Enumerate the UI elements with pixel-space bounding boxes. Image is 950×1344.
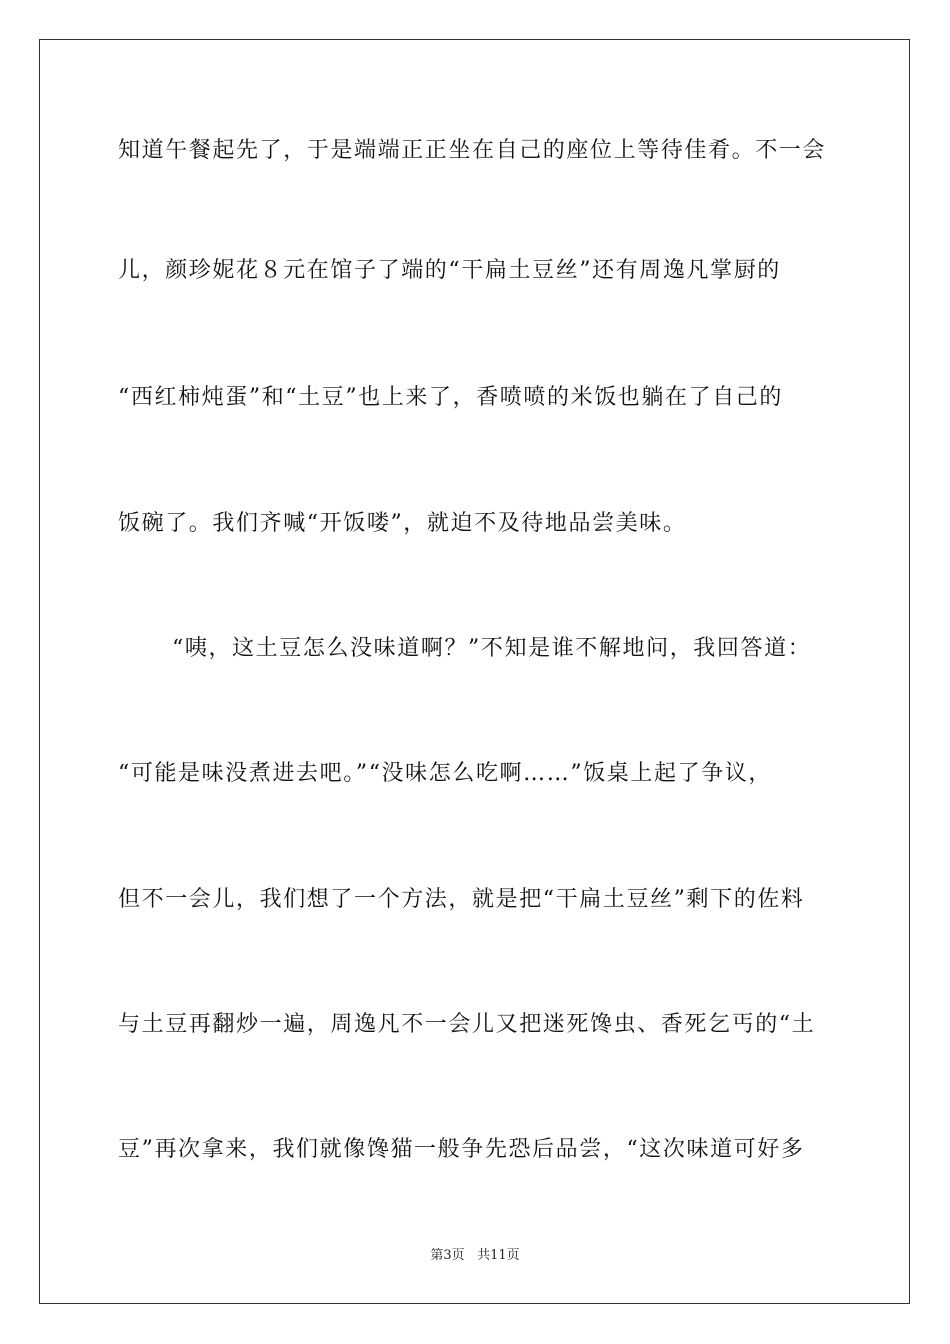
- body-text-line: 与土豆再翻炒一遍，周逸凡不一会儿又把迷死馋虫、香死乞丐的“土: [118, 1012, 816, 1037]
- body-text-line: 饭碗了。我们齐喊“开饭喽”，就迫不及待地品尝美味。: [118, 511, 687, 536]
- body-text-line: 儿，颜珍妮花８元在馆子了端的“干扁土豆丝”还有周逸凡掌厨的: [118, 258, 781, 283]
- body-text-line: “西红柿炖蛋”和“土豆”也上来了，香喷喷的米饭也躺在了自己的: [118, 385, 783, 410]
- body-text-line: 豆”再次拿来，我们就像馋猫一般争先恐后品尝，“这次味道可好多: [118, 1137, 805, 1162]
- body-text-line: “咦，这土豆怎么没味道啊？”不知是谁不解地问，我回答道：: [172, 636, 812, 661]
- body-text-line: 知道午餐起先了，于是端端正正坐在自己的座位上等待佳肴。不一会: [118, 138, 827, 163]
- page-footer: [0, 1247, 950, 1265]
- page-total: 共11页: [477, 1248, 520, 1263]
- body-text-line: “可能是味没煮进去吧。”“没味怎么吃啊……”饭桌上起了争议，: [118, 761, 772, 786]
- page-border: [39, 39, 910, 1304]
- page-number: 第3页: [430, 1248, 465, 1263]
- body-text-line: 但不一会儿，我们想了一个方法，就是把“干扁土豆丝”剩下的佐料: [118, 887, 805, 912]
